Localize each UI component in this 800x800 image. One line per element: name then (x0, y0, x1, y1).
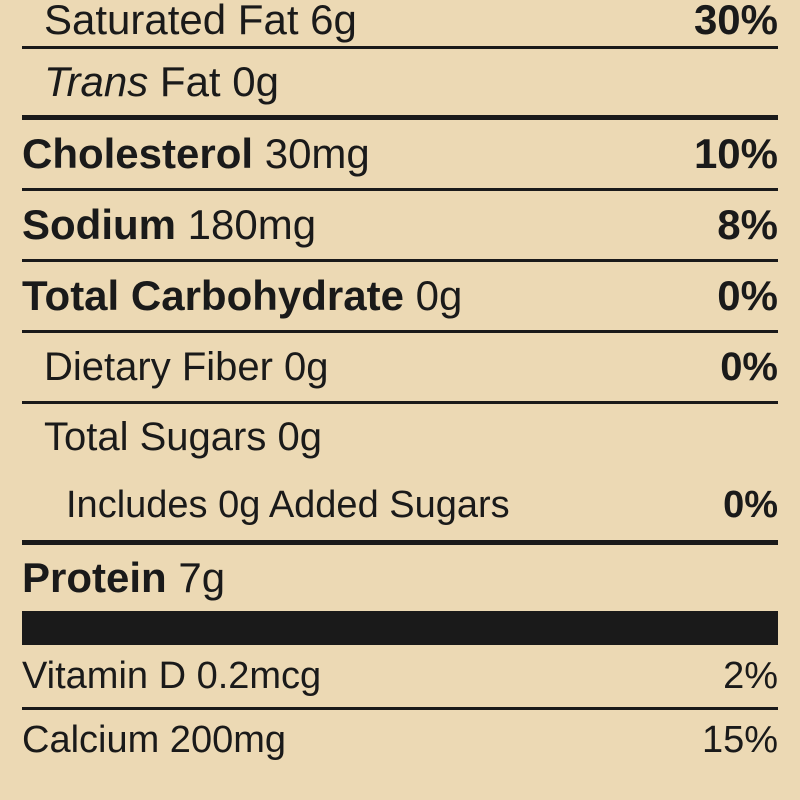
protein-name: Protein (22, 554, 167, 601)
cholesterol-amount: 30mg (253, 130, 370, 177)
cholesterol-label (22, 130, 370, 178)
vitamin-d-dv: 2% (723, 654, 778, 697)
nutrient-row-total-sugars (22, 404, 778, 470)
calcium-dv: 15% (701, 718, 778, 761)
nutrient-row-saturated-fat (22, 0, 778, 46)
nutrient-row-protein (22, 545, 778, 611)
nutrient-row-calcium (22, 710, 778, 770)
vitamin-d-label: Vitamin D 0.2mcg (22, 654, 322, 697)
total-carbohydrate-dv: 0% (717, 272, 778, 319)
sodium-dv: 8% (717, 201, 778, 248)
thick-separator-bar (22, 611, 778, 645)
total-carbohydrate-label (22, 272, 462, 320)
total-sugars-label: Total Sugars 0g (44, 414, 322, 459)
total-carbohydrate-amount: 0g (403, 272, 463, 319)
cholesterol-dv: 10% (693, 130, 778, 177)
trans-fat-rest: Fat 0g (148, 58, 279, 105)
saturated-fat-dv: 30% (693, 0, 778, 43)
dietary-fiber-label: Dietary Fiber 0g (44, 344, 329, 389)
sodium-amount: 180mg (176, 201, 317, 248)
sodium-label (22, 201, 316, 249)
added-sugars-dv: 0% (723, 483, 778, 526)
nutrient-row-trans-fat (22, 49, 778, 115)
sodium-name: Sodium (22, 201, 176, 248)
nutrient-row-sodium (22, 191, 778, 259)
protein-label (22, 554, 225, 602)
trans-fat-label (22, 58, 279, 106)
saturated-fat-label: Saturated Fat 6g (44, 0, 357, 43)
nutrient-row-added-sugars (22, 470, 778, 540)
nutrient-row-cholesterol (22, 120, 778, 188)
calcium-label: Calcium 200mg (22, 718, 286, 761)
dietary-fiber-dv: 0% (720, 344, 778, 389)
total-carbohydrate-name: Total Carbohydrate (22, 272, 404, 319)
nutrient-row-dietary-fiber (22, 333, 778, 401)
protein-amount: 7g (166, 554, 226, 601)
added-sugars-label: Includes 0g Added Sugars (66, 483, 510, 526)
nutrient-row-total-carbohydrate (22, 262, 778, 330)
cholesterol-name: Cholesterol (22, 130, 254, 177)
nutrient-row-vitamin-d (22, 645, 778, 707)
trans-fat-italic-word: Trans (44, 58, 149, 105)
